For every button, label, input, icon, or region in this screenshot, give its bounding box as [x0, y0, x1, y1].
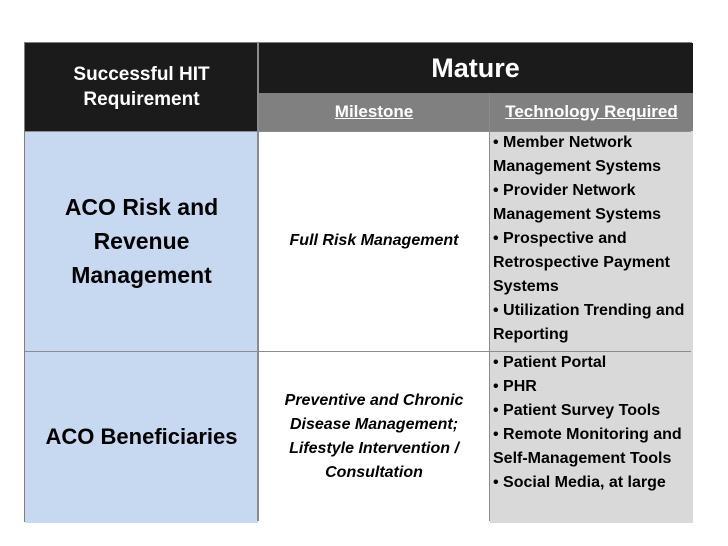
row-divider	[25, 351, 691, 352]
technology-item: • Utilization Trending and Reporting	[493, 302, 685, 343]
column-divider	[489, 93, 490, 521]
mature-stage-header: Mature	[258, 43, 693, 93]
technology-item: • Patient Survey Tools	[493, 402, 661, 419]
technology-item: • Provider Network Management Systems	[493, 182, 662, 223]
technology-item: • Remote Monitoring and Self-Management Tools	[493, 426, 682, 467]
technology-cell-risk-revenue	[490, 131, 693, 351]
milestone-cell-beneficiaries: Preventive and Chronic Disease Management; Lifestyle Intervention / Consultation	[258, 351, 490, 523]
technology-column-header: Technology Required	[490, 93, 693, 131]
milestone-column-header: Milestone	[258, 93, 490, 131]
column-divider	[257, 43, 259, 521]
technology-item: • Patient Portal	[493, 354, 607, 371]
technology-item: • Member Network Management Systems	[493, 134, 662, 175]
requirement-cell-risk-revenue: ACO Risk and Revenue Management	[25, 131, 258, 351]
technology-item: • Social Media, at large	[493, 474, 666, 491]
row-divider	[25, 131, 691, 132]
technology-item: • PHR	[493, 378, 537, 395]
milestone-cell-risk-revenue: Full Risk Management	[258, 131, 490, 351]
technology-cell-beneficiaries	[490, 351, 693, 523]
requirement-cell-beneficiaries: ACO Beneficiaries	[25, 351, 258, 523]
hit-requirements-table	[24, 42, 692, 522]
requirement-column-header: Successful HIT Requirement	[25, 43, 258, 131]
technology-item: • Prospective and Retrospective Payment Systems	[493, 230, 670, 295]
